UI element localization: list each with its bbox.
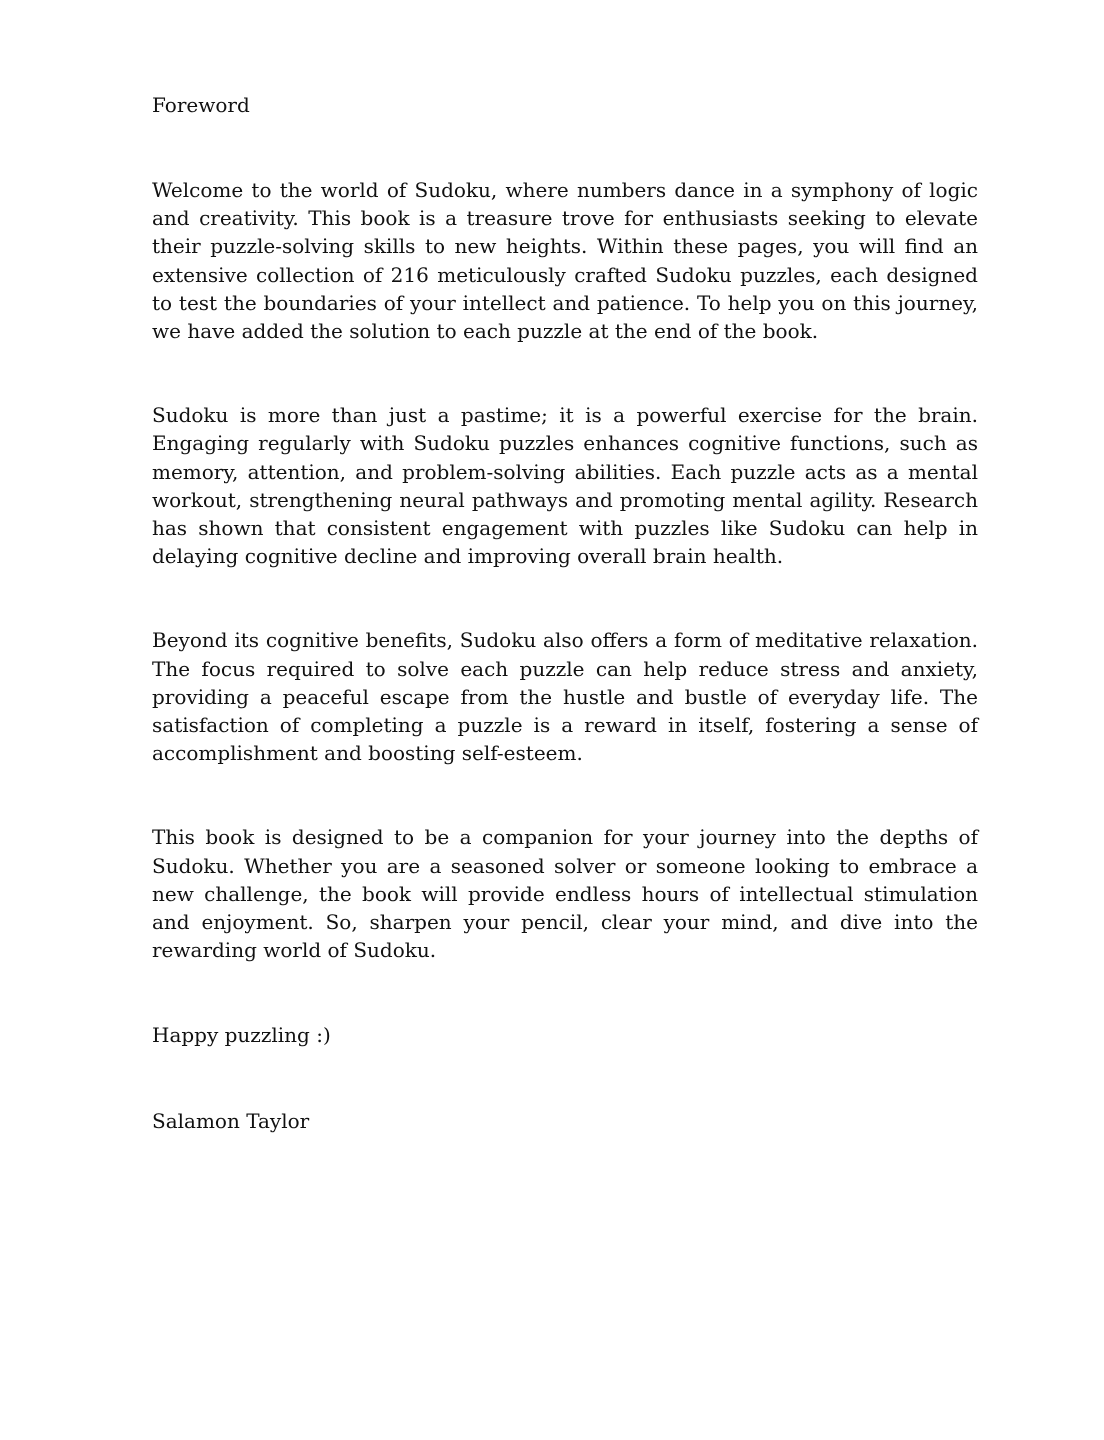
document-body	[152, 91, 978, 1135]
paragraph-welcome: Welcome to the world of Sudoku, where numbers dance in a symphony of logic and creativity. This book is a treasure trove for enthusiasts seeking to elevate their puzzle-solving skills to new heights. Within these pages, you will find an extensive collection of 216 meticulously crafted Sudoku puzzles, each designed to test the boundaries of your intellect and patience. To help you on this journey, we have added the solution to each puzzle at the end of the book.	[152, 178, 978, 344]
paragraph-companion: This book is designed to be a companion for your journey into the depths of Sudoku. Whether you are a seasoned solver or someone looking to embrace a new challenge, the book will provide endless hours of intellectual stimulation and enjoyment. So, sharpen your pencil, clear your mind, and dive into the rewarding world of Sudoku.	[152, 825, 978, 963]
document-title: Foreword	[152, 93, 250, 117]
author-signature: Salamon Taylor	[152, 1108, 310, 1133]
paragraph-brain-exercise: Sudoku is more than just a pastime; it is a powerful exercise for the brain. Engaging regularly with Sudoku puzzles enhances cognitive functions, such as memory, attention, and problem-solving abilities. Each puzzle acts as a mental workout, strengthening neural pathways and promoting mental agility. Research has shown that consistent engagement with puzzles like Sudoku can help in delaying cognitive decline and improving overall brain health.	[152, 403, 978, 569]
closing-line: Happy puzzling :)	[152, 1023, 331, 1048]
paragraph-relaxation: Beyond its cognitive benefits, Sudoku also offers a form of meditative relaxation. The focus required to solve each puzzle can help reduce stress and anxiety, providing a peaceful escape from the hustle and bustle of everyday life. The satisfaction of completing a puzzle is a reward in itself, fostering a sense of accomplishment and boosting self-esteem.	[152, 628, 978, 766]
